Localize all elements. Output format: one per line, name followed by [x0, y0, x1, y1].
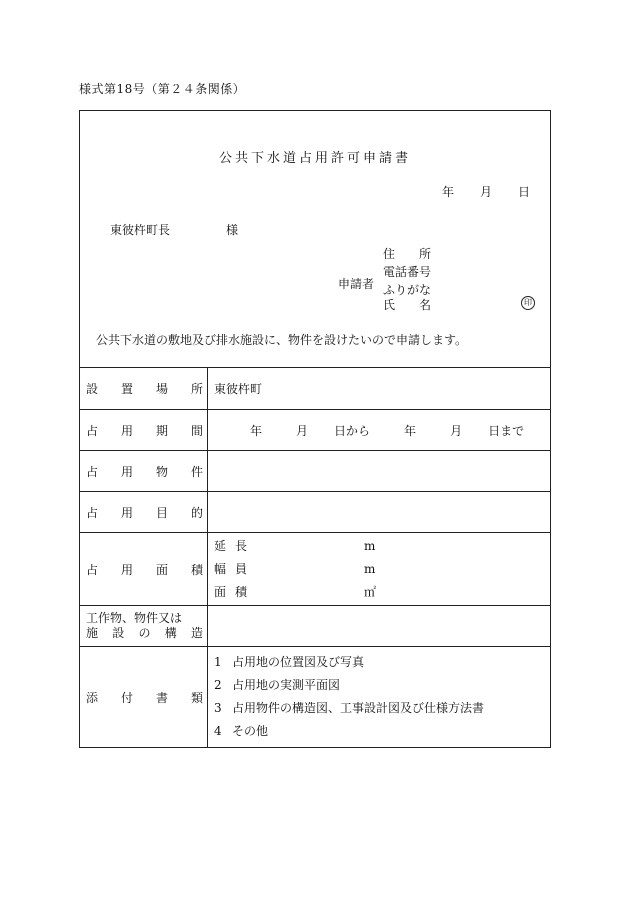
area-values	[208, 533, 551, 606]
area-label: 占 用 面 積	[80, 533, 208, 606]
form-header	[80, 111, 550, 367]
addressee: 東彼杵町長	[110, 223, 171, 237]
row-structure	[80, 606, 551, 647]
detail-table	[79, 367, 551, 748]
row-period	[80, 410, 551, 451]
applicant-kana-field[interactable]: ふりがな	[383, 283, 432, 297]
row-location	[80, 368, 551, 410]
applicant-label: 申請者	[338, 277, 375, 291]
location-label: 設 置 場 所	[80, 368, 208, 410]
row-attachments	[80, 647, 551, 748]
purpose-label: 占 用 目 的	[80, 492, 208, 533]
addressee-honorific: 様	[226, 223, 239, 237]
location-value[interactable]: 東彼杵町	[208, 368, 551, 410]
attachment-item: 2 占用地の実測平面図	[214, 678, 341, 692]
attachment-item: 1 占用地の位置図及び写真	[214, 655, 365, 669]
document-title: 公共下水道占用許可申請書	[218, 151, 411, 166]
area-size-field[interactable]: 面積 ㎡	[214, 584, 377, 599]
object-label: 占 用 物 件	[80, 451, 208, 492]
seal-icon: 印	[521, 296, 535, 310]
row-object	[80, 451, 551, 492]
application-statement: 公共下水道の敷地及び排水施設に、物件を設けたいので申請します。	[96, 333, 468, 347]
period-value[interactable]: 年 月 日から 年 月 日まで	[208, 410, 551, 451]
purpose-value[interactable]	[208, 492, 551, 533]
area-length-field[interactable]: 延長 m	[214, 538, 376, 553]
date-year-label: 年	[441, 185, 454, 199]
area-width-field[interactable]: 幅員 m	[214, 561, 376, 576]
attachments-list	[208, 647, 551, 748]
applicant-phone-field[interactable]: 電話番号	[383, 265, 432, 279]
structure-value[interactable]	[208, 606, 551, 647]
form-number: 様式第18号（第２４条関係）	[79, 82, 246, 96]
attachment-item: 3 占用物件の構造図、工事設計図及び仕様方法書	[214, 701, 485, 715]
date-day-label: 日	[517, 185, 530, 199]
applicant-address-field[interactable]: 住 所	[383, 247, 432, 261]
attachment-item: 4 その他	[214, 724, 269, 738]
period-label: 占 用 期 間	[80, 410, 208, 451]
structure-label: 工作物、物件又は 施 設 の 構 造	[80, 606, 208, 647]
application-date[interactable]	[442, 183, 530, 200]
applicant-name-field[interactable]: 氏 名	[383, 298, 432, 312]
application-form	[79, 110, 551, 748]
date-month-label: 月	[479, 185, 492, 199]
object-value[interactable]	[208, 451, 551, 492]
row-area	[80, 533, 551, 606]
attachments-label: 添 付 書 類	[80, 647, 208, 748]
row-purpose	[80, 492, 551, 533]
